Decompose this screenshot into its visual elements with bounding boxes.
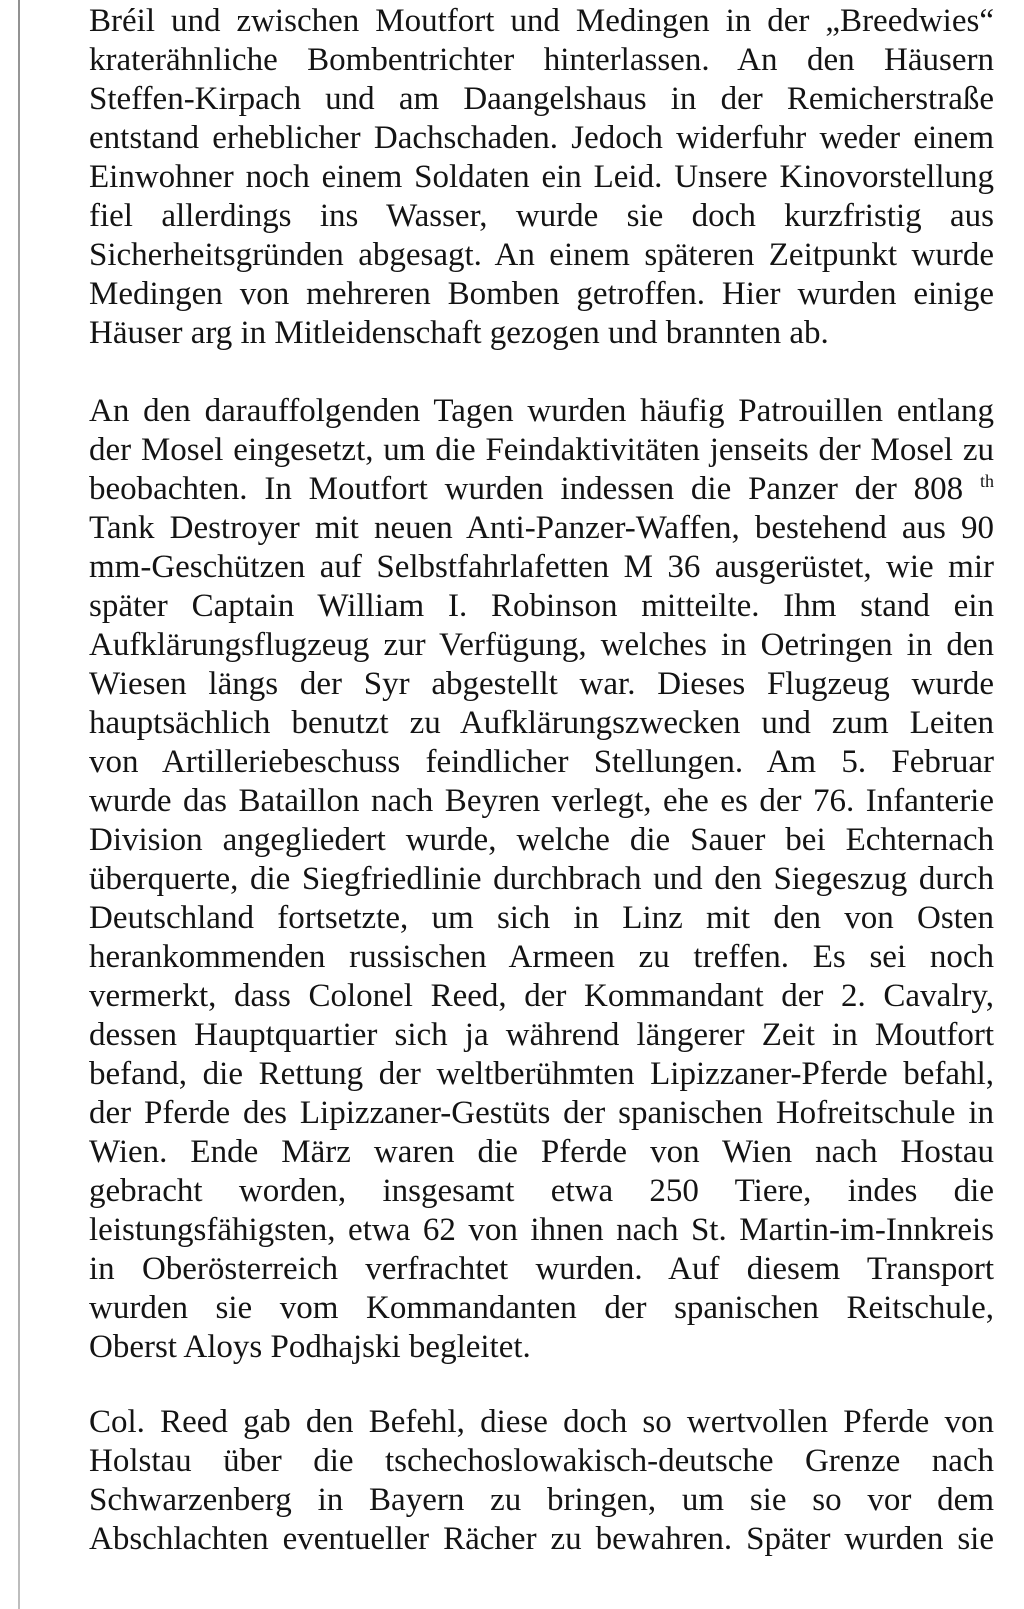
text-line: leistungsfähigsten, etwa 62 von ihnen nach St. Martin-im-Innkreis [89,1212,994,1248]
text-line: Col. Reed gab den Befehl, diese doch so wertvollen Pferde von [89,1404,994,1440]
text-line: der Mosel eingesetzt, um die Feindaktivitäten jenseits der Mosel zu [89,432,994,468]
superscript-th: th [980,471,995,491]
text-line: dessen Hauptquartier sich ja während längerer Zeit in Moutfort [89,1017,994,1053]
text-line: Wien. Ende März waren die Pferde von Wien nach Hostau [89,1134,994,1170]
text-line: Medingen von mehreren Bomben getroffen. Hier wurden einige [89,276,994,312]
text-line-content: beobachten. In Moutfort wurden indessen die Panzer der 808 [89,471,964,507]
text-line: kraterähnliche Bombentrichter hinterlassen. An den Häusern [89,42,994,78]
text-line: wurde das Bataillon nach Beyren verlegt, ehe es der 76. Infanterie [89,783,994,819]
text-line: Oberst Aloys Podhajski begleitet. [89,1329,531,1365]
text-line: Deutschland fortsetzte, um sich in Linz mit den von Osten [89,900,994,936]
text-line: befand, die Rettung der weltberühmten Lipizzaner-Pferde befahl, [89,1056,994,1092]
text-line: herankommenden russischen Armeen zu treffen. Es sei noch [89,939,994,975]
paragraph-1 [89,2,1024,353]
text-line: in Oberösterreich verfrachtet wurden. Auf diesem Transport [89,1251,994,1287]
text-line: gebracht worden, insgesamt etwa 250 Tiere, indes die [89,1173,994,1209]
text-line: der Pferde des Lipizzaner-Gestüts der spanischen Hofreitschule in [89,1095,994,1131]
text-line: hauptsächlich benutzt zu Aufklärungszwecken und zum Leiten [89,705,994,741]
paragraph-2 [89,392,1024,1367]
paragraph-3 [89,1403,1024,1559]
text-line: wurden sie vom Kommandanten der spanischen Reitschule, [89,1290,994,1326]
text-line: später Captain William I. Robinson mitteilte. Ihm stand ein [89,588,994,624]
text-line: An den darauffolgenden Tagen wurden häufig Patrouillen entlang [89,393,994,429]
text-line: vermerkt, dass Colonel Reed, der Kommandant der 2. Cavalry, [89,978,994,1014]
text-line: Schwarzenberg in Bayern zu bringen, um sie so vor dem [89,1482,994,1518]
text-line: entstand erheblicher Dachschaden. Jedoch widerfuhr weder einem [89,120,994,156]
text-line: von Artilleriebeschuss feindlicher Stellungen. Am 5. Februar [89,744,994,780]
text-line: Sicherheitsgründen abgesagt. An einem späteren Zeitpunkt wurde [89,237,994,273]
text-line: mm-Geschützen auf Selbstfahrlafetten M 36 ausgerüstet, wie mir [89,549,994,585]
text-line: Holstau über die tschechoslowakisch-deutsche Grenze nach [89,1443,994,1479]
scan-edge-line [18,0,20,1609]
text-line: Abschlachten eventueller Rächer zu bewahren. Später wurden sie [89,1521,994,1557]
text-line: Division angegliedert wurde, welche die Sauer bei Echternach [89,822,994,858]
text-line: Häuser arg in Mitleidenschaft gezogen und brannten ab. [89,315,829,351]
text-line: Wiesen längs der Syr abgestellt war. Dieses Flugzeug wurde [89,666,994,702]
text-line: Einwohner noch einem Soldaten ein Leid. Unsere Kinovorstellung [89,159,994,195]
text-line: überquerte, die Siegfriedlinie durchbrach und den Siegeszug durch [89,861,994,897]
text-line: fiel allerdings ins Wasser, wurde sie doch kurzfristig aus [89,198,994,234]
text-line-with-superscript [89,470,994,509]
text-line: Bréil und zwischen Moutfort und Medingen in der „Breedwies“ [89,3,994,39]
text-line: Tank Destroyer mit neuen Anti-Panzer-Waffen, bestehend aus 90 [89,510,994,546]
text-line: Aufklärungsflugzeug zur Verfügung, welches in Oetringen in den [89,627,994,663]
text-line: Steffen-Kirpach und am Daangelshaus in der Remicherstraße [89,81,994,117]
